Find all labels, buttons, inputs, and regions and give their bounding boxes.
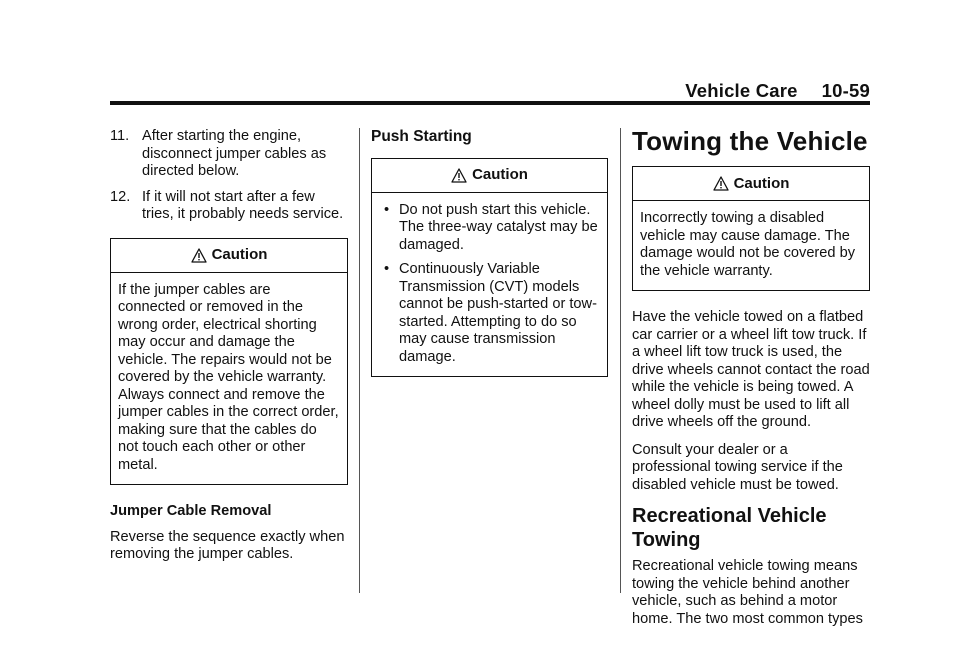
page-number: 10-59 (821, 80, 870, 101)
list-item (379, 261, 600, 366)
caution-body (372, 193, 607, 377)
paragraph: Recreational vehicle towing means towing the vehicle behind another vehicle, such as behind a motor home. The two most common types (632, 558, 863, 627)
caution-header (633, 167, 869, 201)
list-item (379, 202, 600, 255)
bullet-icon: • (384, 201, 390, 218)
warning-icon (713, 176, 729, 191)
column-2 (371, 128, 608, 395)
subheading: Jumper Cable Removal (110, 503, 272, 519)
section-name: Vehicle Care (685, 80, 798, 101)
column-divider-1 (359, 128, 360, 593)
page-header (110, 80, 870, 102)
step-item (110, 189, 348, 224)
caution-body: If the jumper cables are connected or removed in the wrong order, electrical shorting may occur and damage the vehicle. The repairs would not be covered by the vehicle warranty. Always connect and remove the jumper cables in the correct order, making sure that the cables do not touch each other or other metal. (118, 281, 339, 473)
caution-body: Incorrectly towing a disabled vehicle may cause damage. The damage would not be covered by the vehicle warranty. (640, 210, 855, 279)
step-item (110, 128, 348, 181)
warning-icon (451, 168, 467, 183)
bullet-icon: • (384, 261, 390, 277)
step-text: If it will not start after a few tries, it probably needs service. (142, 188, 344, 222)
caution-box (632, 166, 870, 291)
column-3 (632, 128, 870, 638)
header-rule (110, 101, 870, 105)
caution-header (372, 159, 607, 193)
caution-title: Caution (733, 174, 790, 192)
column-1 (110, 128, 348, 574)
paragraph: Reverse the sequence exactly when removing the jumper cables. (110, 528, 345, 562)
paragraph: Consult your dealer or a professional towing service if the disabled vehicle must be towed. (632, 441, 843, 493)
caution-title: Caution (211, 246, 268, 264)
warning-icon (191, 248, 207, 263)
column-divider-2 (620, 128, 621, 593)
paragraph: Have the vehicle towed on a flatbed car carrier or a wheel lift tow truck. If a wheel lift tow truck is used, the drive wheels cannot contact the road while the vehicle is being towed. A wheel dolly must be used to lift all drive wheels off the ground. (632, 309, 870, 430)
caution-box (110, 238, 348, 486)
step-text: After starting the engine, disconnect jumper cables as directed below. (142, 128, 327, 179)
step-number: 11. (110, 128, 130, 144)
list-item-text: Do not push start this vehicle. The three-way catalyst may be damaged. (399, 201, 598, 253)
list-item-text: Continuously Variable Transmission (CVT) models cannot be push-started or tow-started. Attempting to do so may cause transmission damage. (399, 261, 597, 365)
caution-title: Caution (472, 166, 528, 184)
step-list (110, 128, 348, 224)
caution-list (379, 202, 600, 367)
caution-header (111, 239, 347, 273)
section-heading: Recreational Vehicle Towing (632, 505, 827, 551)
section-title: Push Starting (371, 128, 472, 145)
caution-box (371, 158, 608, 378)
step-number: 12. (110, 188, 131, 205)
page-title: Towing the Vehicle (632, 126, 868, 156)
